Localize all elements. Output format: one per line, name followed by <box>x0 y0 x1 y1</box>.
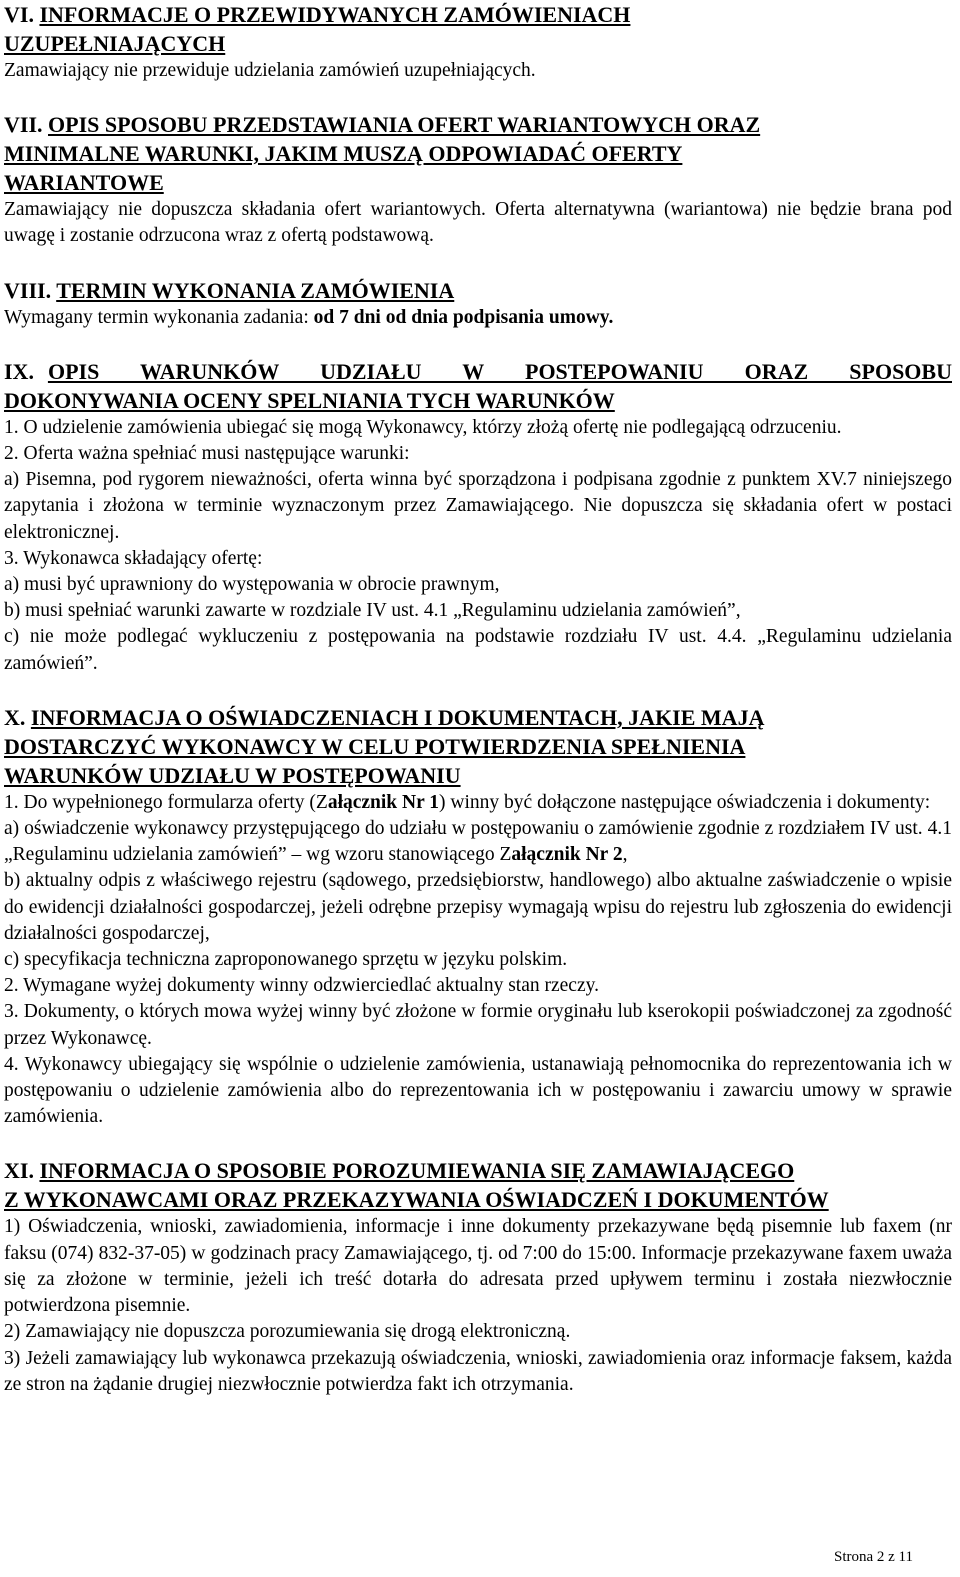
section-x-attachment-2: ałącznik Nr 2 <box>511 844 623 866</box>
section-ix-heading <box>4 357 952 415</box>
section-vii-heading <box>4 110 952 197</box>
section-x-title-line1: INFORMACJA O OŚWIADCZENIACH I DOKUMENTACH, JAKIE MAJĄ <box>30 704 765 730</box>
section-xi-title-line2: Z WYKONAWCAMI ORAZ PRZEKAZYWANIA OŚWIADCZEŃ I DOKUMENTÓW <box>4 1187 829 1213</box>
section-ix-point-2a: a) Pisemna, pod rygorem nieważności, oferta winna być sporządzona i podpisana zgodnie z punktem XV.7 niniejszego zapytania i złożona w terminie wyznaczonym przez Zamawiającego. Nie dopuszcza się składania ofert w postaci elektronicznej. <box>4 469 952 543</box>
section-vi-title-line1: INFORMACJE O PRZEWIDYWANYCH ZAMÓWIENIACH <box>39 2 631 27</box>
section-ix-title-line1-text: OPIS WARUNKÓW UDZIAŁU W POSTEPOWANIU ORAZ SPOSOBU <box>47 358 952 384</box>
section-x-number: X. <box>4 704 26 730</box>
section-x-title-line2: DOSTARCZYĆ WYKONAWCY W CELU POTWIERDZENIA SPEŁNIENIA <box>4 733 746 759</box>
section-x-title-line3: WARUNKÓW UDZIAŁU W POSTĘPOWANIU <box>4 762 461 788</box>
section-vi-paragraph: Zamawiający nie przewiduje udzielania zamówień uzupełniających. <box>4 60 536 81</box>
section-vii-title-line3: WARIANTOWE <box>4 170 164 196</box>
section-x-attachment-1: ałącznik Nr 1 <box>327 791 440 813</box>
section-ix-title-line2: DOKONYWANIA OCENY SPELNIANIA TYCH WARUNKÓW <box>4 387 615 413</box>
section-vi-title-line2: UZUPEŁNIAJĄCYCH <box>4 31 226 56</box>
section-vii-paragraph: Zamawiający nie dopuszcza składania ofert wariantowych. Oferta alternatywna (wariantowa) nie będzie brana pod uwagę i zostanie odrzucona wraz z ofertą podstawową. <box>4 199 952 247</box>
section-xi-point-1: 1) Oświadczenia, wnioski, zawiadomienia, informacje i inne dokumenty przekazywane będą pisemnie lub faxem (nr faksu (074) 832-37-05) w godzinach pracy Zamawiającego, tj. od 7:00 do 15:00. Informacje przekazywane faxem uważa się za złożone w terminie, jeżeli ich treść dotarła do adresata przed upływem terminu i została niezwłocznie potwierdzona pisemnie. <box>4 1216 952 1317</box>
section-x-point-1-text-b: ) winny być dołączone następujące oświadczenia i dokumenty: <box>439 791 931 813</box>
section-ix-title-line1 <box>48 357 952 386</box>
section-viii-text: Wymagany termin wykonania zadania: <box>4 306 314 328</box>
section-xi-point-2: 2) Zamawiający nie dopuszcza porozumiewania się drogą elektroniczną. <box>4 1321 571 1343</box>
section-x-point-1 <box>4 790 952 816</box>
section-x-point-1-text-a: 1. Do wypełnionego formularza oferty (Z <box>4 791 328 813</box>
section-ix-title-row1 <box>4 357 952 386</box>
section-ix-point-3b: b) musi spełniać warunki zawarte w rozdziale IV ust. 4.1 „Regulaminu udzielania zamówień”, <box>4 600 741 622</box>
section-x-point-1c: c) specyfikacja techniczna zaproponowanego sprzętu w języku polskim. <box>4 949 568 971</box>
section-ix-point-2: 2. Oferta ważna spełniać musi następujące warunki: <box>4 443 410 465</box>
section-ix-point-3c: c) nie może podlegać wykluczeniu z postępowania na podstawie rozdziału IV ust. 4.4. „Regulaminu udzielania zamówień”. <box>4 626 952 674</box>
section-x-point-3: 3. Dokumenty, o których mowa wyżej winny być złożone w formie oryginału lub kserokopii poświadczonej za zgodność przez Wykonawcę. <box>4 1001 952 1049</box>
section-x-point-1a <box>4 816 952 868</box>
section-x-point-1b: b) aktualny odpis z właściwego rejestru (sądowego, przedsiębiorstw, handlowego) albo aktualne zaświadczenie o wpisie do ewidencji działalności gospodarczej, jeżeli odrębne przepisy wymagają wpisu do rejestru lub zgłoszenia do ewidencji działalności gospodarczej, <box>4 870 952 944</box>
section-xi-title-line1: INFORMACJA O SPOSOBIE POROZUMIEWANIA SIĘ ZAMAWIAJĄCEGO <box>39 1158 795 1184</box>
section-vi-number: VI. <box>4 2 34 27</box>
section-vi-heading <box>4 0 952 58</box>
section-x-point-4: 4. Wykonawcy ubiegający się wspólnie o udzielenie zamówienia, ustanawiają pełnomocnika do reprezentowania ich w postępowaniu o udzielenie zamówienia albo do reprezentowania ich w postępowaniu i zawarciu umowy w sprawie zamówienia. <box>4 1053 952 1128</box>
section-xi-heading <box>4 1156 952 1214</box>
section-x-heading <box>4 703 952 790</box>
section-xi <box>4 1156 952 1397</box>
section-ix <box>4 357 952 677</box>
section-ix-point-1: 1. O udzielenie zamówienia ubiegać się mogą Wykonawcy, którzy złożą ofertę nie podlegającą odrzuceniu. <box>4 416 842 438</box>
section-x-point-2: 2. Wymagane wyżej dokumenty winny odzwierciedlać aktualny stan rzeczy. <box>4 975 599 997</box>
section-vii-title-line2: MINIMALNE WARUNKI, JAKIM MUSZĄ ODPOWIADAĆ OFERTY <box>4 141 683 167</box>
document-page <box>4 0 952 1398</box>
section-vi <box>4 0 952 84</box>
section-x-point-1a-text-b: , <box>622 844 628 866</box>
section-x-point-1a-text-a: a) oświadczenie wykonawcy przystępującego do udziału w postępowaniu o zamówienie zgodnie z rozdziałem IV ust. 4.1 „Regulaminu udzielania zamówień” – wg wzoru stanowiącego Z <box>4 818 952 866</box>
section-xi-number: XI. <box>4 1158 34 1184</box>
section-vii-number: VII. <box>4 112 43 138</box>
section-ix-number: IX. <box>4 358 34 384</box>
section-viii-title: TERMIN WYKONANIA ZAMÓWIENIA <box>56 277 455 303</box>
section-vii-title-line1: OPIS SPOSOBU PRZEDSTAWIANIA OFERT WARIANTOWYCH ORAZ <box>48 112 761 138</box>
section-xi-point-3: 3) Jeżeli zamawiający lub wykonawca przekazują oświadczenia, wnioski, zawiadomienia oraz informacje faksem, każda ze stron na żądanie drugiej niezwłocznie potwierdza fakt ich otrzymania. <box>4 1347 952 1395</box>
section-viii-heading <box>4 276 952 305</box>
section-viii-paragraph <box>4 305 952 331</box>
section-ix-point-3a: a) musi być uprawniony do występowania w obrocie prawnym, <box>4 574 500 596</box>
section-viii-deadline: od 7 dni od dnia podpisania umowy. <box>313 306 614 328</box>
section-viii <box>4 276 952 331</box>
section-vii <box>4 110 952 249</box>
section-viii-number: VIII. <box>4 277 52 303</box>
section-x <box>4 703 952 1131</box>
section-ix-point-3: 3. Wykonawca składający ofertę: <box>4 547 263 569</box>
page-number: Strona 2 z 11 <box>833 1549 913 1565</box>
